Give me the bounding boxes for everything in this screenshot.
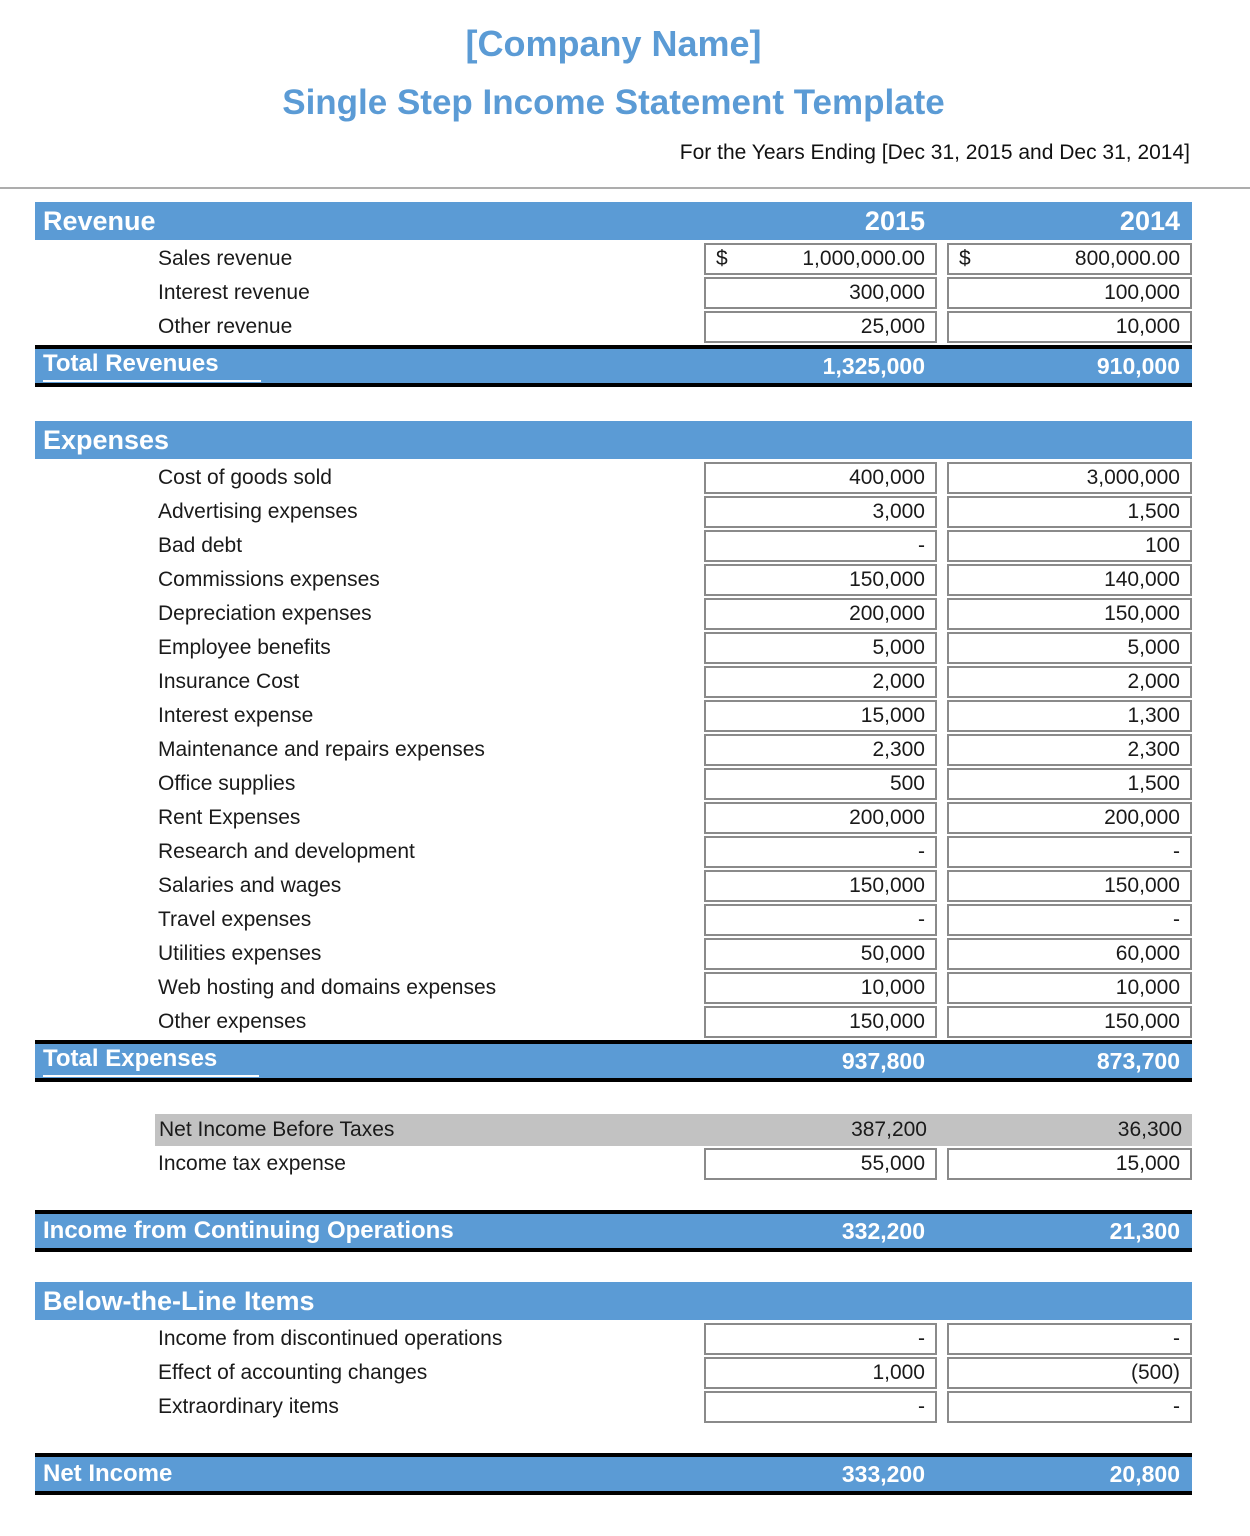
value-cell-2014 [947,768,1192,800]
value-2015: 400,000 [849,466,925,489]
row-label: Income from discontinued operations [158,1327,503,1350]
value-2014: 800,000.00 [1074,247,1180,270]
below-the-line-rows [35,1323,1192,1423]
value-cell-2015 [704,311,937,343]
value-2015: 300,000 [849,281,925,304]
expenses-section-title: Expenses [43,424,170,455]
value-2014: 150,000 [1104,1010,1180,1033]
table-row [35,666,1192,698]
row-label: Advertising expenses [158,500,358,523]
value-cell-2014 [947,904,1192,936]
table-row [35,802,1192,834]
value-2015: - [918,1395,925,1418]
column-gap [937,1148,947,1180]
table-row [35,904,1192,936]
row-label: Income tax expense [158,1152,346,1175]
income-continuing-operations-2015: 332,200 [841,1217,925,1244]
row-label: Research and development [158,840,415,863]
row-label: Maintenance and repairs expenses [158,738,485,761]
total-revenues-2014: 910,000 [1096,352,1180,379]
value-2014: 10,000 [1115,976,1180,999]
pretax-rows [35,1114,1192,1180]
value-2014: 36,300 [1117,1118,1182,1141]
value-2014: 140,000 [1104,568,1180,591]
row-label: Depreciation expenses [158,602,372,625]
row-label: Insurance Cost [158,670,300,693]
value-2014: - [1173,1327,1180,1350]
value-cell-2015 [704,1357,937,1389]
value-2014: - [1173,908,1180,931]
revenue-section-header [35,202,1192,240]
value-2015: - [918,1327,925,1350]
column-gap [937,598,947,630]
expenses-section [35,421,1192,1082]
value-cell-2015 [704,734,937,766]
value-2014: (500) [1130,1361,1180,1384]
row-label: Rent Expenses [158,806,301,829]
period-line: For the Years Ending [Dec 31, 2015 and Dec 31, 2014] [679,141,1190,164]
table-row [35,632,1192,664]
value-2014: 200,000 [1104,806,1180,829]
table-row [35,1357,1192,1389]
value-2015: 387,200 [851,1118,927,1141]
column-gap [937,632,947,664]
dollar-sign: $ [716,247,728,270]
row-label: Other expenses [158,1010,307,1033]
expenses-rows [35,462,1192,1038]
value-cell-2015 [704,1323,937,1355]
value-2015: 200,000 [849,602,925,625]
dollar-sign: $ [959,247,971,270]
value-cell-2014 [947,1148,1192,1180]
year-2015-header: 2015 [864,205,925,236]
value-2015: 10,000 [860,976,925,999]
value-2015: - [918,908,925,931]
value-cell-2014 [947,1114,1192,1146]
column-gap [937,734,947,766]
value-cell-2015 [704,632,937,664]
year-2014-header: 2014 [1119,205,1180,236]
value-cell-2015 [704,938,937,970]
row-label: Office supplies [158,772,296,795]
net-income-2015: 333,200 [841,1460,925,1487]
total-expenses-2015: 937,800 [841,1047,925,1074]
table-row [35,496,1192,528]
income-continuing-operations-2014: 21,300 [1109,1217,1180,1244]
total-expenses-2014: 873,700 [1096,1047,1180,1074]
value-cell-2014 [947,598,1192,630]
value-cell-2014 [947,530,1192,562]
column-gap [937,768,947,800]
column-gap [937,277,947,309]
table-row [35,462,1192,494]
row-label: Web hosting and domains expenses [158,976,497,999]
value-2014: - [1173,840,1180,863]
value-2014: 1,500 [1127,500,1180,523]
document-header [35,0,1192,165]
table-row [35,870,1192,902]
total-expenses-row [35,1040,1192,1082]
value-2014: 3,000,000 [1086,466,1180,489]
column-gap [937,311,947,343]
table-row [35,700,1192,732]
value-2015: 2,000 [872,670,925,693]
value-cell-2014 [947,1357,1192,1389]
value-2015: 150,000 [849,568,925,591]
table-row [35,598,1192,630]
value-cell-2014 [947,734,1192,766]
column-gap [937,972,947,1004]
value-cell-2014 [947,938,1192,970]
table-row [35,243,1192,275]
net-income-2014: 20,800 [1109,1460,1180,1487]
value-2015: 50,000 [860,942,925,965]
row-label: Interest revenue [158,281,310,304]
value-2015: 25,000 [860,315,925,338]
value-cell-2015 [704,904,937,936]
net-income-row [35,1453,1192,1495]
below-the-line-section-header [35,1282,1192,1320]
value-cell-2015 [704,700,937,732]
column-gap [937,1357,947,1389]
value-cell-2015 [704,564,937,596]
value-2014: 1,300 [1127,704,1180,727]
column-gap [937,243,947,275]
column-gap [937,1323,947,1355]
row-label: Sales revenue [158,247,293,270]
value-cell-2015 [704,1148,937,1180]
value-cell-2015 [704,530,937,562]
table-row [35,1391,1192,1423]
column-gap [937,836,947,868]
table-row [35,277,1192,309]
row-label: Net Income Before Taxes [159,1118,395,1141]
total-revenues-row [35,345,1192,387]
row-label: Bad debt [158,534,243,557]
income-statement-document [35,0,1192,1495]
value-cell-2014 [947,243,1192,275]
column-gap [937,666,947,698]
column-gap [937,700,947,732]
table-row [35,938,1192,970]
row-label: Commissions expenses [158,568,380,591]
pretax-section [35,1114,1192,1180]
value-cell-2015 [704,768,937,800]
expenses-section-header [35,421,1192,459]
value-2014: 1,500 [1127,772,1180,795]
value-cell-2015 [704,243,937,275]
value-2015: - [918,534,925,557]
value-cell-2014 [947,564,1192,596]
table-row [35,768,1192,800]
total-revenues-label: Total Revenues [35,350,704,382]
value-cell-2014 [947,462,1192,494]
table-row [155,1114,1192,1146]
net-income-label: Net Income [43,1460,173,1487]
table-row [35,530,1192,562]
value-2015: - [918,840,925,863]
table-row [35,1323,1192,1355]
value-cell-2015 [704,972,937,1004]
value-cell-2014 [947,666,1192,698]
value-2014: 2,000 [1127,670,1180,693]
value-cell-2015 [704,1391,937,1423]
row-label: Employee benefits [158,636,331,659]
value-cell-2015 [704,802,937,834]
value-cell-2015 [704,1114,937,1146]
value-cell-2014 [947,632,1192,664]
row-label: Effect of accounting changes [158,1361,428,1384]
value-cell-2014 [947,1391,1192,1423]
value-2015: 150,000 [849,874,925,897]
value-cell-2014 [947,277,1192,309]
column-gap [937,564,947,596]
column-gap [937,496,947,528]
value-cell-2014 [947,836,1192,868]
value-2014: 60,000 [1115,942,1180,965]
column-gap [937,870,947,902]
column-gap [937,1006,947,1038]
value-2014: 150,000 [1104,602,1180,625]
page-divider-line [0,187,1250,189]
value-2015: 5,000 [872,636,925,659]
column-gap [937,904,947,936]
value-2014: 10,000 [1115,315,1180,338]
value-cell-2015 [704,462,937,494]
column-gap [937,462,947,494]
document-title: Single Step Income Statement Template [282,83,945,122]
value-2014: 100 [1144,534,1180,557]
table-row [35,972,1192,1004]
table-row [35,564,1192,596]
total-expenses-label: Total Expenses [35,1045,704,1077]
value-2014: 2,300 [1127,738,1180,761]
value-2014: 100,000 [1104,281,1180,304]
value-2015: 15,000 [860,704,925,727]
row-label: Other revenue [158,315,293,338]
below-the-line-section [35,1282,1192,1423]
value-cell-2015 [704,870,937,902]
value-2015: 1,000 [872,1361,925,1384]
value-cell-2015 [704,836,937,868]
income-continuing-operations-label: Income from Continuing Operations [43,1217,454,1244]
column-gap [937,938,947,970]
value-2015: 150,000 [849,1010,925,1033]
value-cell-2015 [704,598,937,630]
row-label: Interest expense [158,704,314,727]
row-label: Cost of goods sold [158,466,332,489]
column-gap [937,530,947,562]
revenue-rows [35,243,1192,343]
table-row [35,1006,1192,1038]
value-cell-2015 [704,1006,937,1038]
value-cell-2015 [704,277,937,309]
value-cell-2014 [947,496,1192,528]
revenue-section-title: Revenue [43,205,156,236]
value-2015: 3,000 [872,500,925,523]
column-gap [937,802,947,834]
value-2015: 1,000,000.00 [802,247,925,270]
value-2014: 150,000 [1104,874,1180,897]
column-gap [937,1391,947,1423]
value-2015: 55,000 [860,1152,925,1175]
row-label: Utilities expenses [158,942,322,965]
value-cell-2014 [947,700,1192,732]
row-label: Salaries and wages [158,874,342,897]
value-2014: 5,000 [1127,636,1180,659]
company-name: [Company Name] [465,23,762,64]
value-cell-2014 [947,972,1192,1004]
income-continuing-operations-row [35,1210,1192,1252]
value-2015: 2,300 [872,738,925,761]
revenue-section [35,202,1192,387]
value-cell-2014 [947,802,1192,834]
value-cell-2014 [947,311,1192,343]
value-cell-2015 [704,496,937,528]
value-2014: 15,000 [1115,1152,1180,1175]
total-revenues-2015: 1,325,000 [822,352,925,379]
table-row [35,734,1192,766]
table-row [35,1148,1192,1180]
row-label: Travel expenses [158,908,312,931]
row-label: Extraordinary items [158,1395,339,1418]
column-gap [937,1114,947,1146]
value-2015: 200,000 [849,806,925,829]
value-cell-2014 [947,1323,1192,1355]
table-row [35,311,1192,343]
value-2015: 500 [889,772,925,795]
value-2014: - [1173,1395,1180,1418]
value-cell-2014 [947,870,1192,902]
below-the-line-section-title: Below-the-Line Items [43,1285,315,1316]
value-cell-2014 [947,1006,1192,1038]
table-row [35,836,1192,868]
value-cell-2015 [704,666,937,698]
